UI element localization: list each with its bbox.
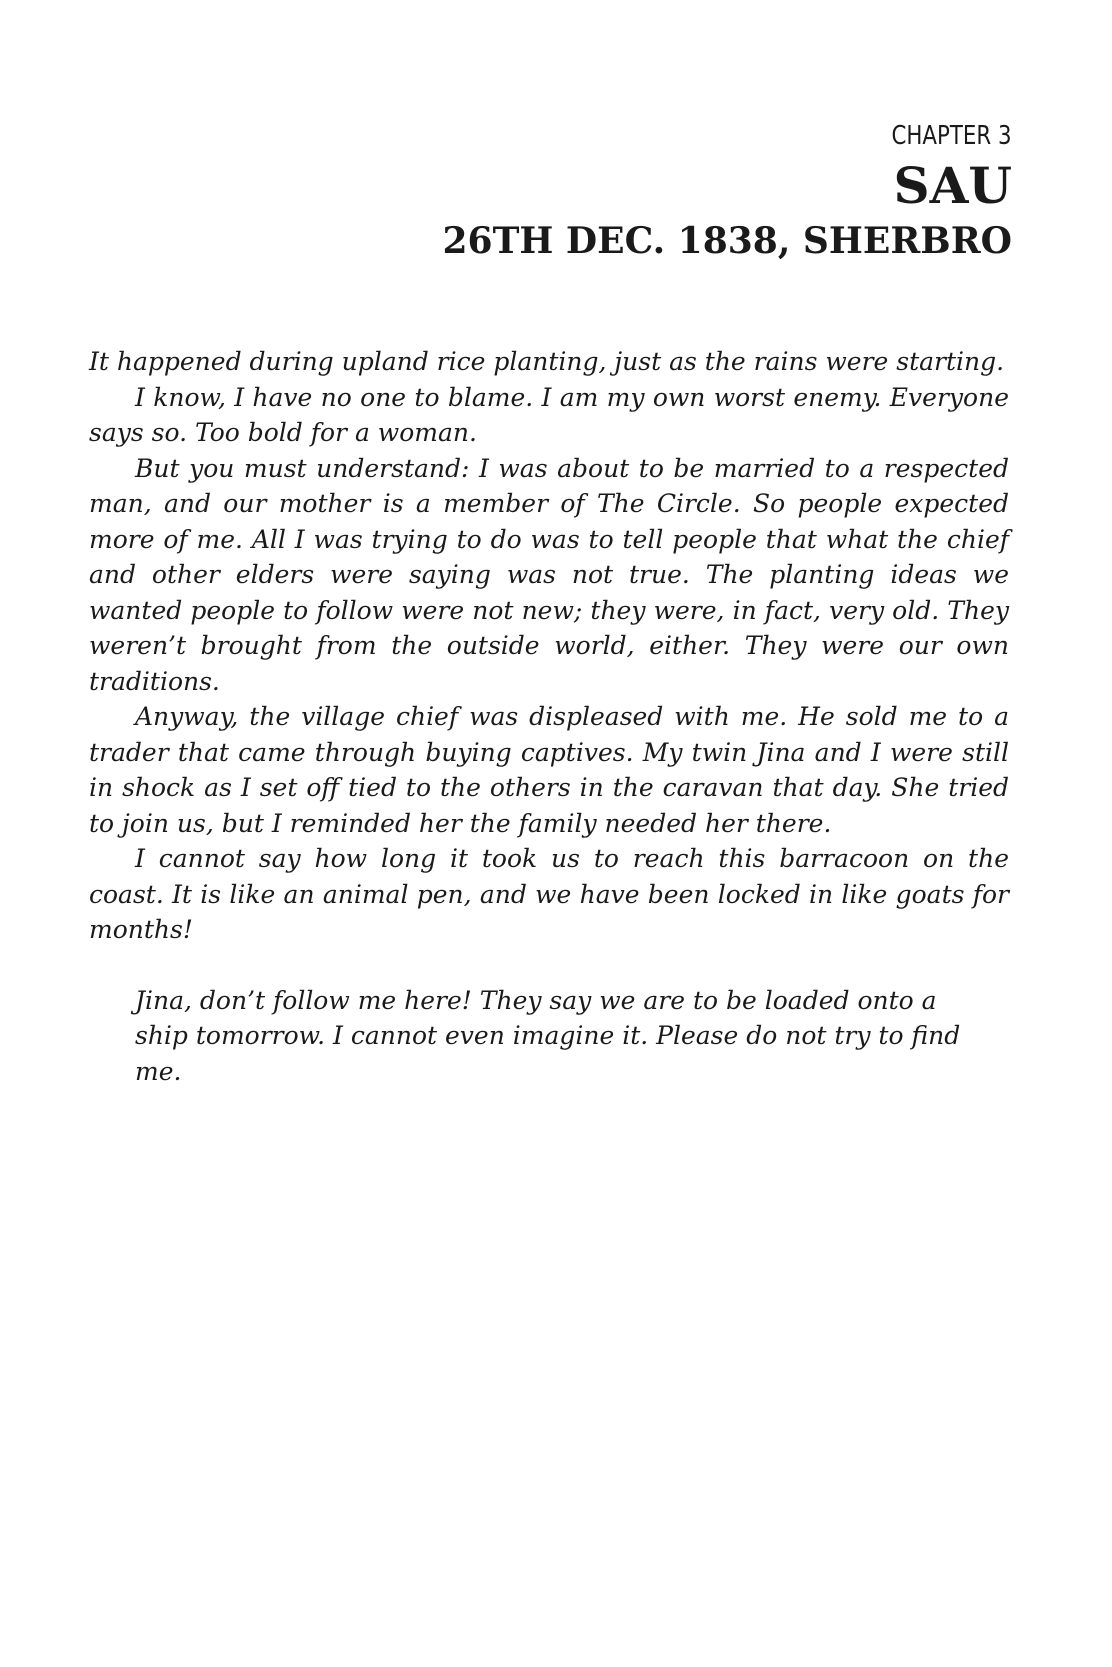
chapter-label: CHAPTER 3 (891, 121, 1012, 151)
paragraph: It happened during upland rice planting, just as the rains were starting. (89, 347, 1005, 376)
letter-passage: Jina, don’t follow me here! They say we are to be loaded onto a ship tomorrow. I cannot even imagine it. Please do not try to find me. (135, 985, 961, 1086)
paragraph: I cannot say how long it took us to reach this barracoon on the coast. It is like an animal pen, and we have been locked in like goats for months! (89, 844, 1009, 944)
paragraph: Anyway, the village chief was displeased with me. He sold me to a trader that came through buying captives. My twin Jina and I were still in shock as I set off tied to the others in the caravan that day. She tried to join us, but I reminded her the family needed her there. (89, 702, 1009, 838)
chapter-body (89, 344, 1009, 1089)
paragraph: But you must understand: I was about to be married to a respected man, and our mother is a member of The Circle. So people expected more of me. All I was trying to do was to tell people that what the chief and other elders were saying was not true. The planting ideas we wanted people to follow were not new; they were, in fact, very old. They weren’t brought from the outside world, either. They were our own traditions. (89, 453, 1009, 696)
chapter-subtitle: 26TH DEC. 1838, SHERBRO (442, 220, 1012, 262)
chapter-header (442, 120, 1012, 264)
chapter-title: SAU (893, 156, 1012, 215)
paragraph: I know, I have no one to blame. I am my own worst enemy. Everyone says so. Too bold for a woman. (89, 382, 1009, 447)
